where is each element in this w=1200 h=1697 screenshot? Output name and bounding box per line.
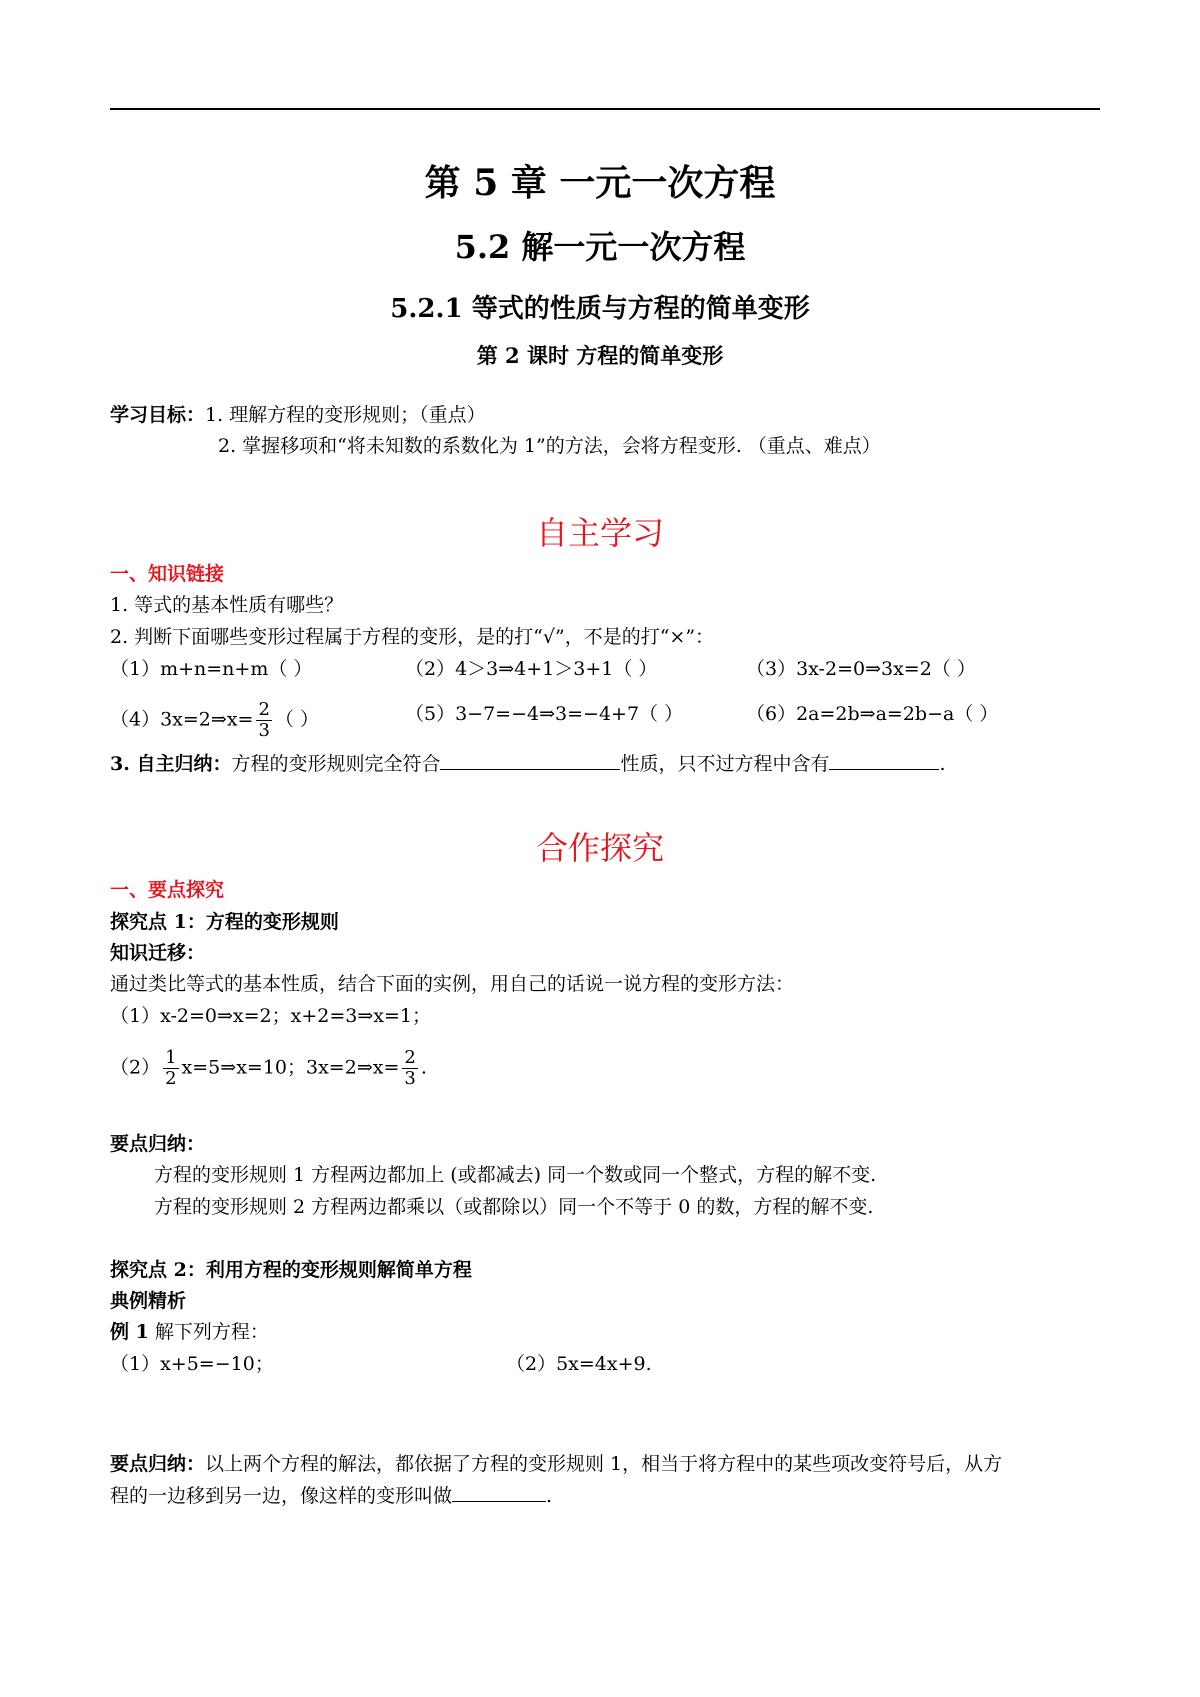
chapter-title: 第 5 章 一元一次方程 bbox=[424, 162, 776, 204]
judge-item-5: （5）3−7=−4⇒3=−4+7（ ） bbox=[405, 703, 684, 725]
judge-item-6: （6）2a=2b⇒a=2b−a（ ） bbox=[746, 703, 999, 725]
knowledge-link-heading: 一、知识链接 bbox=[110, 563, 225, 585]
example-line-1: （1）x-2=0⇒x=2；x+2=3⇒x=1； bbox=[110, 1005, 432, 1027]
judge-item-2: （2）4＞3⇒4+1＞3+1（ ） bbox=[405, 658, 658, 680]
objective-1: 学习目标：1. 理解方程的变形规则；（重点） bbox=[110, 404, 486, 426]
transfer-label: 知识迁移： bbox=[110, 942, 206, 964]
summary-label: 要点归纳： bbox=[110, 1133, 206, 1155]
question-3: 3. 自主归纳：方程的变形规则完全符合 性质，只不过方程中含有 . bbox=[110, 753, 946, 775]
rule-1: 方程的变形规则 1 方程两边都加上 (或都减去) 同一个数或同一个整式，方程的解不变. bbox=[154, 1164, 877, 1186]
example-line-2: （2） $\frac{1}{2}$ x=5⇒x=10；3x=2⇒x= $\frac{2}{3}$ . bbox=[110, 1047, 427, 1089]
fraction: $\frac{1}{2}$ bbox=[165, 1047, 177, 1089]
summary-2-line-1: 要点归纳：以上两个方程的解法，都依据了方程的变形规则 1，相当于将方程中的某些项改变符号后，从方 bbox=[110, 1453, 1003, 1475]
objectives-label: 学习目标： bbox=[110, 404, 206, 426]
judge-item-3: （3）3x-2=0⇒3x=2（ ） bbox=[746, 658, 976, 680]
judge-item-1: （1）m+n=n+m（ ） bbox=[110, 658, 313, 680]
fill-blank-3[interactable] bbox=[452, 1483, 546, 1502]
judge-item-4: （4）3x=2⇒x= $\frac{2}{3}$ （ ） bbox=[110, 699, 319, 741]
section-title: 5.2 解一元一次方程 bbox=[454, 228, 746, 266]
fill-blank-2[interactable] bbox=[829, 751, 939, 770]
point-1-title: 探究点 1：方程的变形规则 bbox=[110, 911, 339, 933]
equation-2: （2）5x=4x+9. bbox=[506, 1353, 652, 1375]
fill-blank-1[interactable] bbox=[440, 751, 620, 770]
fraction: $\frac{2}{3}$ bbox=[258, 699, 270, 741]
self-study-heading: 自主学习 bbox=[535, 514, 664, 552]
question-1: 1. 等式的基本性质有哪些？ bbox=[110, 594, 344, 616]
cooperative-heading: 合作探究 bbox=[535, 829, 664, 867]
example-label: 典例精析 bbox=[110, 1290, 187, 1312]
summary-2-line-2: 程的一边移到另一边，像这样的变形叫做 . bbox=[110, 1485, 553, 1507]
header-rule bbox=[110, 108, 1100, 110]
subsection-title: 5.2.1 等式的性质与方程的简单变形 bbox=[390, 294, 810, 324]
fraction: $\frac{2}{3}$ bbox=[404, 1047, 416, 1089]
point-2-title: 探究点 2：利用方程的变形规则解简单方程 bbox=[110, 1259, 472, 1281]
example-1-title: 例 1 解下列方程： bbox=[110, 1321, 269, 1343]
equation-1: （1）x+5=−10； bbox=[110, 1353, 274, 1375]
lesson-title: 第 2 课时 方程的简单变形 bbox=[476, 343, 724, 368]
rule-2: 方程的变形规则 2 方程两边都乘以（或都除以）同一个不等于 0 的数，方程的解不变. bbox=[154, 1196, 874, 1218]
transfer-text: 通过类比等式的基本性质，结合下面的实例，用自己的话说一说方程的变形方法： bbox=[110, 973, 795, 995]
objective-2: 2. 掌握移项和“将未知数的系数化为 1”的方法，会将方程变形. （重点、难点） bbox=[218, 435, 881, 457]
question-2: 2. 判断下面哪些变形过程属于方程的变形，是的打“√”，不是的打“×”： bbox=[110, 626, 715, 648]
key-points-heading: 一、要点探究 bbox=[110, 879, 225, 901]
